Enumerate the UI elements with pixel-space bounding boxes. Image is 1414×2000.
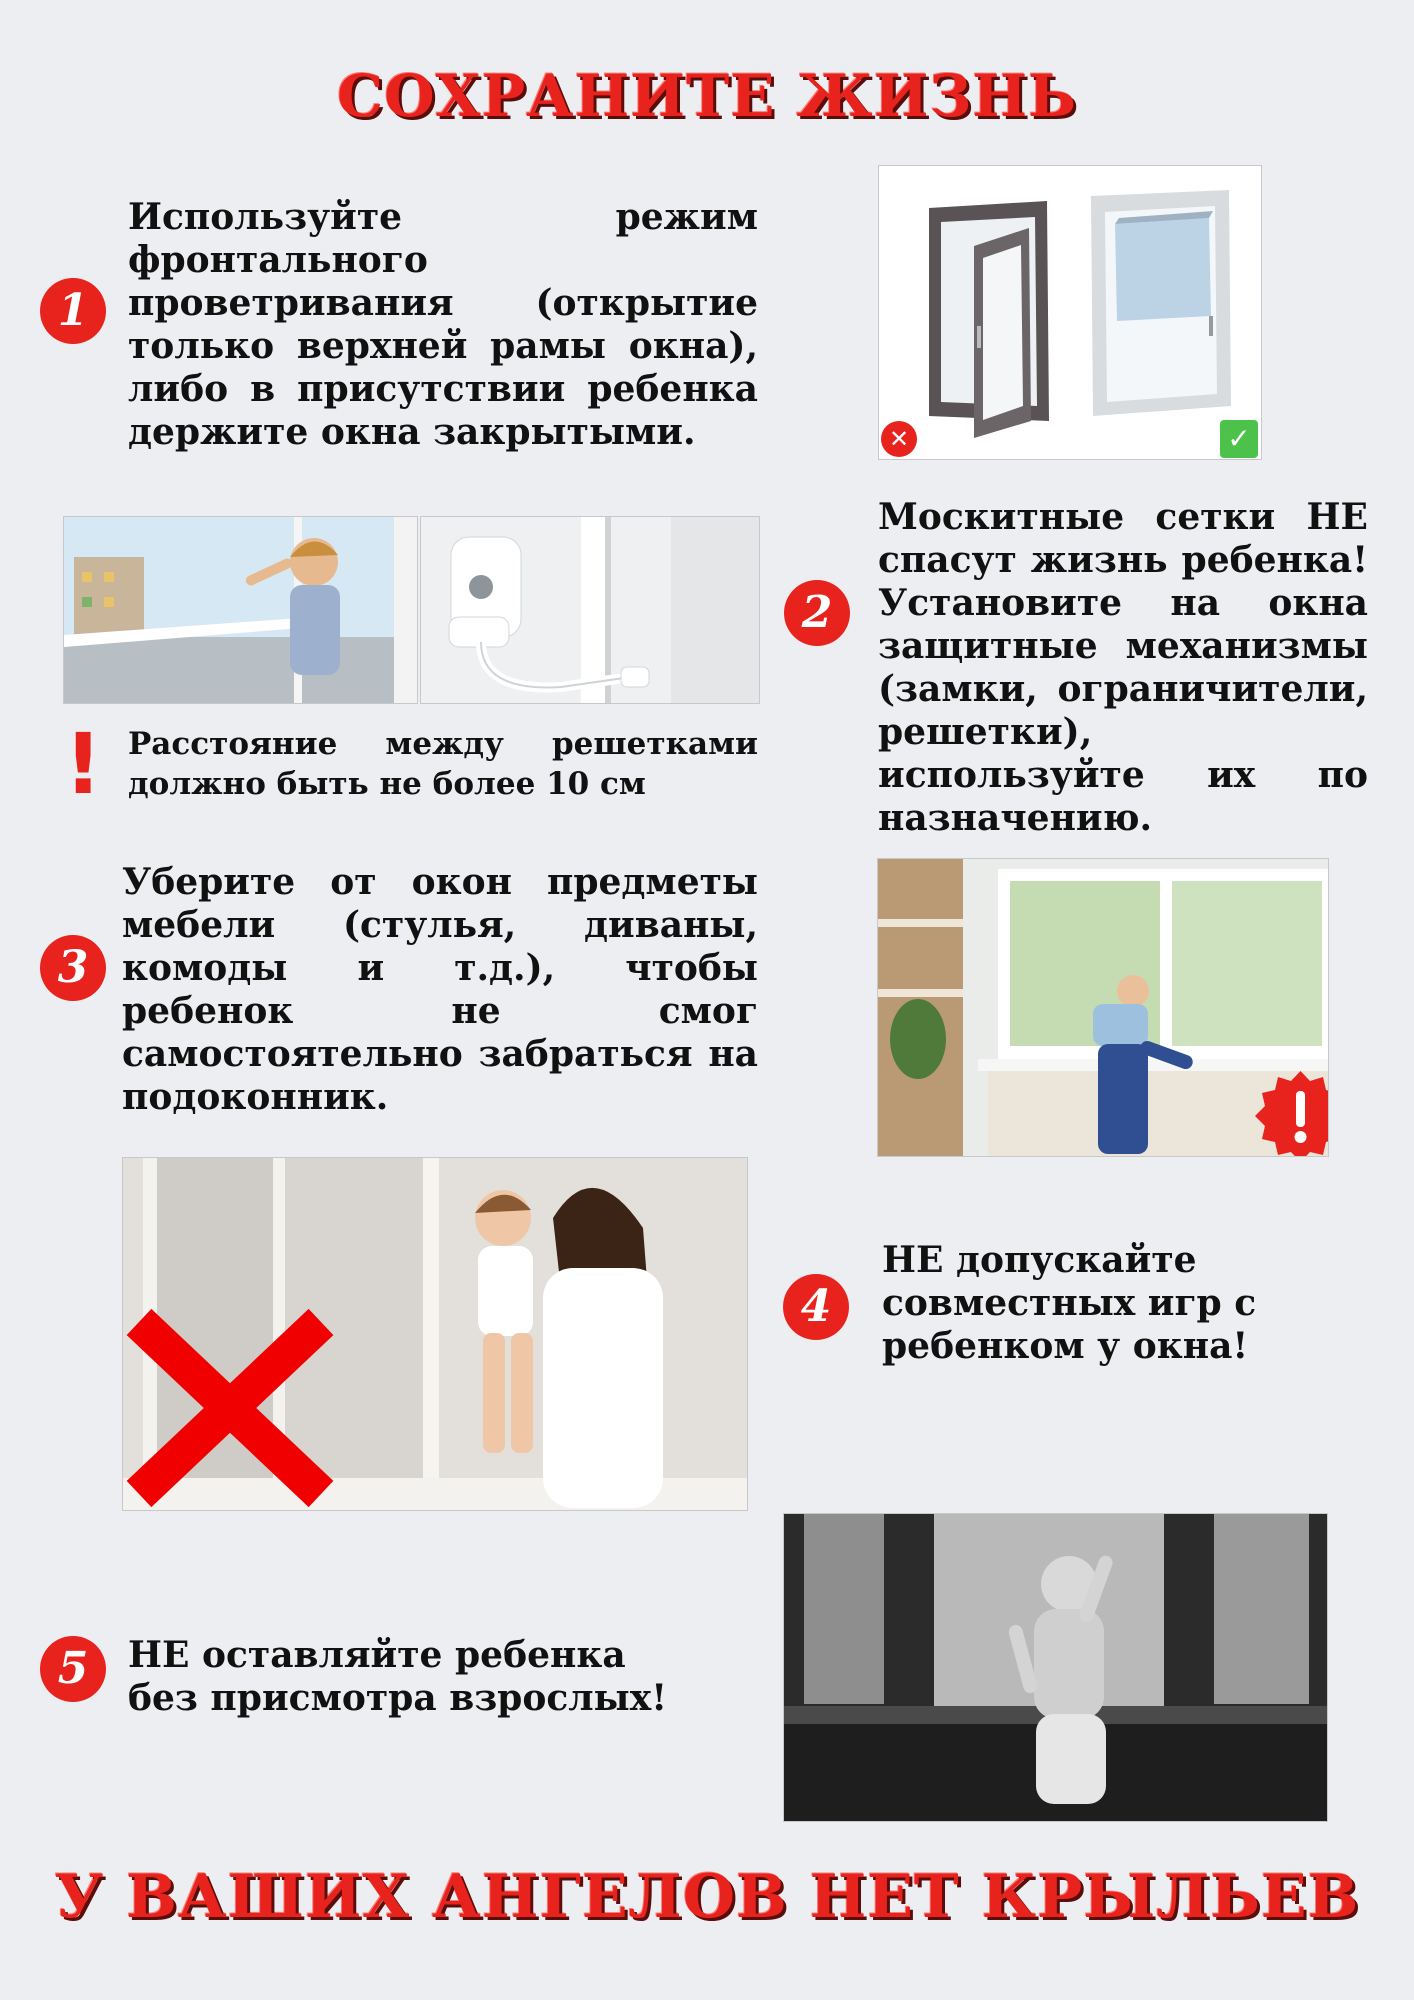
item-1-text: Используйте режим фронтального проветривания (открытие только верхней рамы окна), либо в присутствии ребенка держите окна закрытыми.	[128, 196, 758, 453]
child-at-window-photo	[63, 516, 418, 704]
warning-exclamation-icon: !	[64, 715, 103, 813]
window-modes-image	[878, 165, 1262, 460]
check-mark-icon: ✓	[1220, 420, 1258, 458]
note-text: Расстояние между решетками должно быть не более 10 см	[128, 726, 758, 802]
mother-child-window-photo	[122, 1157, 748, 1511]
number-badge-4: 4	[783, 1274, 849, 1340]
number-badge-1: 1	[40, 278, 106, 344]
number-badge-5: 5	[40, 1636, 106, 1702]
red-x-icon	[123, 1306, 337, 1510]
window-limiter-photo	[420, 516, 760, 704]
page-title: СОХРАНИТЕ ЖИЗНЬ	[336, 62, 1078, 130]
item-2-text: Москитные сетки НЕ спасут жизнь ребенка! Установите на окна защитные механизмы (замки, ограничители, решетки), используйте их по назначению.	[878, 496, 1368, 839]
cross-mark-icon: ✕	[881, 421, 917, 457]
footer-slogan: У ВАШИХ АНГЕЛОВ НЕТ КРЫЛЬЕВ	[54, 1862, 1360, 1932]
warning-badge-icon	[1253, 1069, 1329, 1157]
number-badge-2: 2	[784, 580, 850, 646]
baby-alone-window-photo	[783, 1513, 1328, 1822]
child-climbing-window-photo	[877, 858, 1329, 1157]
number-badge-3: 3	[40, 935, 106, 1001]
item-3-text: Уберите от окон предметы мебели (стулья, диваны, комоды и т.д.), чтобы ребенок не смог самостоятельно забраться на подоконник.	[122, 861, 758, 1118]
item-5-text: НЕ оставляйте ребенка без присмотра взрослых!	[128, 1634, 668, 1719]
item-4-text: НЕ допускайте совместных игр с ребенком у окна!	[882, 1239, 1257, 1367]
